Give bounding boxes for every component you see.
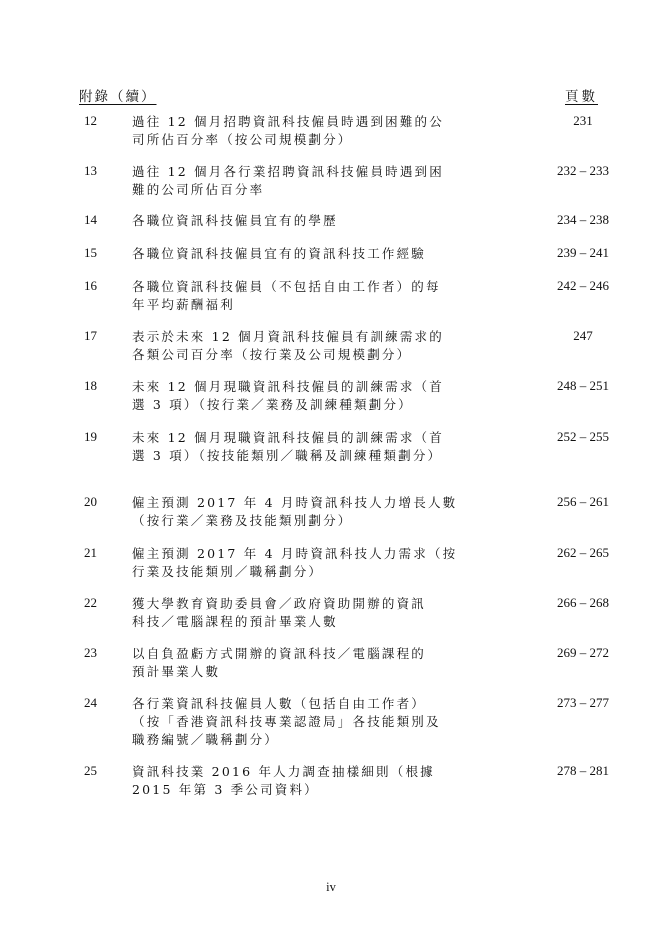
entry-page-range: 231 <box>573 113 593 128</box>
entry-title-line: 職務編號／職稱劃分） <box>132 732 280 747</box>
entry-page-range: 273 – 277 <box>557 695 609 710</box>
entry-number: 22 <box>84 595 97 610</box>
entry-title-line: 預計畢業人數 <box>132 664 221 679</box>
entry-number: 14 <box>84 212 97 227</box>
entry-page-range: 248 – 251 <box>557 378 609 393</box>
entry-title-line: 司所佔百分率（按公司規模劃分） <box>132 132 353 147</box>
entry-title <box>132 429 472 465</box>
entry-page-range: 247 <box>573 328 593 343</box>
entry-page-range: 256 – 261 <box>557 494 609 509</box>
entry-title-line: 資訊科技業 2016 年人力調查抽樣細則（根據 <box>132 764 435 779</box>
entry-title-line: 2015 年第 3 季公司資料） <box>132 782 319 797</box>
entry-number: 15 <box>84 245 97 260</box>
entry-number: 25 <box>84 763 97 778</box>
entry-page-range: 252 – 255 <box>557 429 609 444</box>
entry-title-line: 未來 12 個月現職資訊科技僱員的訓練需求（首 <box>132 379 444 394</box>
entry-title <box>132 378 472 414</box>
entry-title <box>132 113 472 149</box>
entry-number: 18 <box>84 378 97 393</box>
entry-title-line: 以自負盈虧方式開辦的資訊科技／電腦課程的 <box>132 646 427 661</box>
entry-title-line: 選 3 項）（按行業／業務及訓練種類劃分） <box>132 397 413 412</box>
entry-title-line: 獲大學教育資助委員會／政府資助開辦的資訊 <box>132 596 427 611</box>
entry-title-line: 過往 12 個月招聘資訊科技僱員時遇到困難的公 <box>132 114 444 129</box>
entry-title-line: 各職位資訊科技僱員（不包括自由工作者）的每 <box>132 279 441 294</box>
entry-number: 19 <box>84 429 97 444</box>
entry-title-line: 選 3 項）（按技能類別／職稱及訓練種類劃分） <box>132 448 443 463</box>
entry-title-line: （按行業／業務及技能類別劃分） <box>132 513 353 528</box>
entry-title-line: 難的公司所佔百分率 <box>132 182 265 197</box>
entry-title <box>132 328 472 364</box>
page-column-header: 頁數 <box>565 89 598 105</box>
entry-title-line: 各類公司百分率（按行業及公司規模劃分） <box>132 347 412 362</box>
entry-title-line: 各職位資訊科技僱員宜有的資訊科技工作經驗 <box>132 246 427 261</box>
entry-number: 21 <box>84 545 97 560</box>
entry-title <box>132 763 472 799</box>
appendix-header-label: 附錄（續） <box>79 89 157 105</box>
entry-number: 20 <box>84 494 97 509</box>
entry-page-range: 269 – 272 <box>557 645 609 660</box>
entry-title-line: 僱主預測 2017 年 4 月時資訊科技人力增長人數 <box>132 495 458 510</box>
entry-page-range: 262 – 265 <box>557 545 609 560</box>
entry-page-range: 266 – 268 <box>557 595 609 610</box>
entry-page-range: 234 – 238 <box>557 212 609 227</box>
entry-title-line: 表示於未來 12 個月資訊科技僱員有訓練需求的 <box>132 329 444 344</box>
entry-number: 23 <box>84 645 97 660</box>
entry-page-range: 239 – 241 <box>557 245 609 260</box>
entry-title-line: 行業及技能類別／職稱劃分） <box>132 564 324 579</box>
entry-page-range: 242 – 246 <box>557 278 609 293</box>
entry-title <box>132 278 472 314</box>
entry-title <box>132 695 472 749</box>
entry-number: 16 <box>84 278 97 293</box>
entry-title-line: 未來 12 個月現職資訊科技僱員的訓練需求（首 <box>132 430 444 445</box>
entry-title-line: 僱主預測 2017 年 4 月時資訊科技人力需求（按 <box>132 546 458 561</box>
entry-page-range: 278 – 281 <box>557 763 609 778</box>
entry-title <box>132 163 472 199</box>
footer-page-number: iv <box>326 880 336 894</box>
entry-title-line: 各職位資訊科技僱員宜有的學歷 <box>132 213 338 228</box>
entry-title <box>132 494 472 530</box>
entry-title-line: 科技／電腦課程的預計畢業人數 <box>132 614 338 629</box>
entry-number: 12 <box>84 113 97 128</box>
entry-title-line: （按「香港資訊科技專業認證局」各技能類別及 <box>132 714 441 729</box>
entry-title-line: 各行業資訊科技僱員人數（包括自由工作者） <box>132 696 427 711</box>
entry-title-line: 年平均薪酬福利 <box>132 297 235 312</box>
entry-page-range: 232 – 233 <box>557 163 609 178</box>
entry-title <box>132 545 472 581</box>
entry-title <box>132 645 472 681</box>
entry-number: 24 <box>84 695 97 710</box>
entry-number: 17 <box>84 328 97 343</box>
entry-title-line: 過往 12 個月各行業招聘資訊科技僱員時遇到困 <box>132 164 444 179</box>
entry-number: 13 <box>84 163 97 178</box>
entry-title <box>132 245 472 263</box>
entry-title <box>132 595 472 631</box>
entry-title <box>132 212 472 230</box>
